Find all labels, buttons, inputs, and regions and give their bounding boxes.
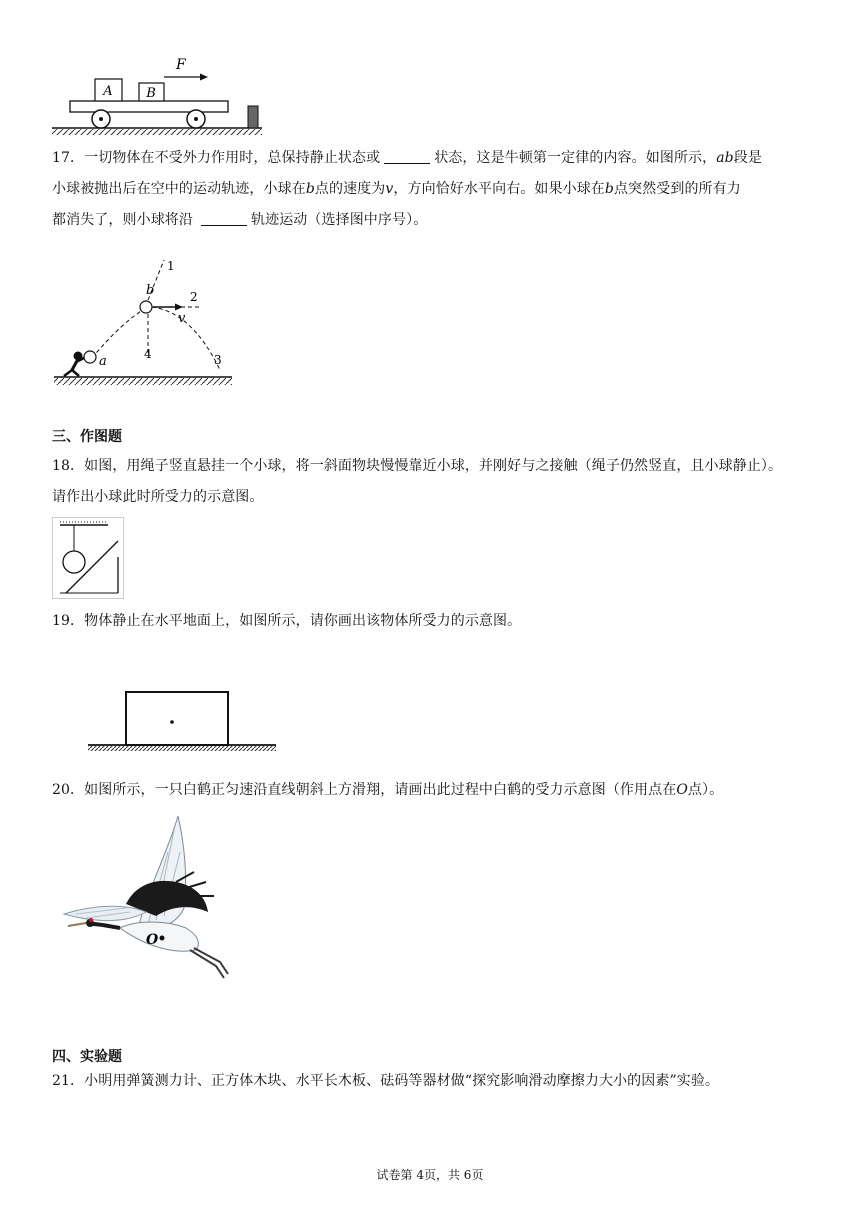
ground-hatch — [52, 129, 262, 135]
thrower-figure — [64, 352, 84, 376]
trajectory-figure — [52, 252, 237, 392]
question-20: 20．如图所示，一只白鹤正匀速沿直线朝斜上方滑翔，请画出此过程中白鹤的受力示意图（作用点在O点）。 — [52, 782, 724, 798]
path-ab — [92, 308, 146, 358]
box — [126, 692, 228, 745]
blank-17a[interactable] — [384, 149, 430, 164]
label-3: 3 — [214, 353, 222, 367]
label-b: B — [146, 86, 156, 101]
label-2: 2 — [190, 290, 198, 304]
crane-figure — [56, 812, 234, 982]
box-figure — [86, 688, 278, 752]
wall-block — [248, 106, 258, 128]
ball-b — [140, 301, 152, 313]
question-19: 19．物体静止在水平地面上，如图所示，请你画出该物体所受力的示意图。 — [52, 613, 522, 629]
lower-wing — [64, 906, 146, 920]
crane-legs — [194, 948, 228, 974]
question-21: 21．小明用弹簧测力计、正方体木块、水平长木板、砝码等器材做“探究影响滑动摩擦力大小的因素”实验。 — [52, 1073, 720, 1089]
question-17: 17．一切物体在不受外力作用时，总保持静止状态或 状态，这是牛顿第一定律的内容。如图所示，ab段是 小球被抛出后在空中的运动轨迹，小球在b点的速度为v，方向恰好水平向右。如果小球在b点突然受到的所有力 都消失了，则小球将沿 轨迹运动（选择图中序号）。 — [52, 150, 762, 228]
point-o — [160, 936, 165, 941]
label-a: A — [103, 84, 113, 99]
crane-body — [120, 922, 198, 951]
label-b: b — [146, 283, 155, 298]
label-v: v — [178, 311, 186, 326]
cart-figure — [50, 52, 265, 138]
label-1: 1 — [167, 259, 175, 273]
cart-board — [70, 101, 228, 112]
label-o: O — [146, 932, 159, 948]
red-crown — [89, 918, 93, 922]
blank-17b[interactable] — [201, 211, 247, 226]
label-4: 4 — [144, 347, 152, 361]
center-dot — [170, 720, 174, 724]
section-3-title: 三、作图题 — [52, 429, 122, 445]
path-3 — [152, 307, 220, 370]
label-f: F — [176, 57, 186, 73]
hanging-ball — [63, 551, 85, 573]
question-18: 18．如图，用绳子竖直悬挂一个小球，将一斜面物块慢慢靠近小球，并刚好与之接触（绳子仍然竖直，且小球静止）。 请作出小球此时所受力的示意图。 — [52, 458, 783, 505]
incline-ball-figure — [52, 517, 124, 599]
page-footer: 试卷第 4页，共 6页 — [376, 1168, 484, 1182]
section-4-title: 四、实验题 — [52, 1049, 122, 1065]
crane-neck — [92, 924, 120, 928]
ball-a — [84, 351, 96, 363]
label-a: a — [99, 354, 107, 369]
beak — [68, 923, 86, 926]
